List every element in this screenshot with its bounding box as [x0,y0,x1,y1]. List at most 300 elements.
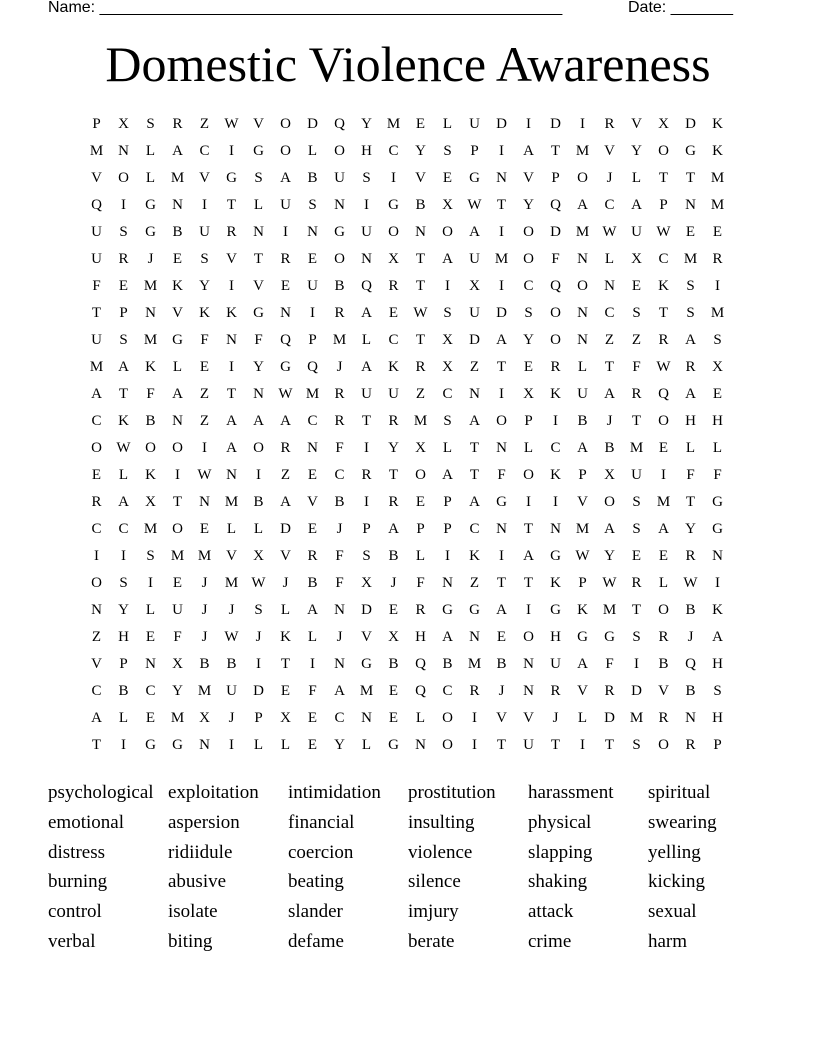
grid-letter[interactable]: W [602,224,617,240]
grid-letter[interactable]: R [361,467,372,483]
grid-letter[interactable]: O [280,143,291,159]
grid-letter[interactable]: G [388,197,399,213]
grid-letter[interactable]: N [712,548,723,564]
grid-letter[interactable]: P [119,656,128,672]
grid-letter[interactable]: H [118,629,129,645]
grid-letter[interactable]: I [526,602,531,618]
grid-letter[interactable]: N [469,629,480,645]
grid-letter[interactable]: Z [199,386,210,402]
grid-letter[interactable]: A [469,224,480,240]
grid-letter[interactable]: Z [199,116,210,132]
grid-letter[interactable]: N [226,332,237,348]
grid-letter[interactable]: Y [172,683,183,699]
grid-letter[interactable]: C [334,710,345,726]
grid-letter[interactable]: G [469,602,480,618]
grid-letter[interactable]: B [442,656,453,672]
grid-letter[interactable]: T [361,413,372,429]
grid-letter[interactable]: Q [550,278,561,294]
grid-letter[interactable]: X [118,116,129,132]
grid-letter[interactable]: L [442,116,453,132]
grid-letter[interactable]: W [224,629,239,645]
grid-letter[interactable]: S [119,575,128,591]
grid-letter[interactable]: E [280,278,291,294]
grid-letter[interactable]: I [256,467,261,483]
grid-letter[interactable]: A [280,170,291,186]
grid-letter[interactable]: N [496,440,507,456]
grid-letter[interactable]: N [361,710,372,726]
grid-letter[interactable]: E [442,170,453,186]
grid-letter[interactable]: W [683,575,698,591]
grid-letter[interactable]: G [253,305,264,321]
grid-letter[interactable]: S [632,494,641,510]
grid-letter[interactable]: A [91,710,102,726]
grid-letter[interactable]: U [469,251,480,267]
grid-letter[interactable]: L [361,737,372,753]
grid-letter[interactable]: S [686,278,695,294]
grid-letter[interactable]: O [442,737,453,753]
grid-letter[interactable]: X [442,197,453,213]
grid-letter[interactable]: F [632,359,641,375]
grid-letter[interactable]: T [658,305,669,321]
grid-letter[interactable]: M [575,143,590,159]
grid-letter[interactable]: M [683,251,698,267]
grid-letter[interactable]: S [443,413,452,429]
grid-letter[interactable]: N [415,737,426,753]
grid-letter[interactable]: T [604,737,615,753]
grid-letter[interactable]: S [254,602,263,618]
grid-letter[interactable]: N [145,305,156,321]
grid-letter[interactable]: V [577,494,588,510]
grid-letter[interactable]: K [145,467,156,483]
grid-letter[interactable]: M [710,197,725,213]
grid-letter[interactable]: L [307,629,318,645]
grid-letter[interactable]: T [523,575,534,591]
grid-letter[interactable]: S [632,629,641,645]
grid-letter[interactable]: X [658,116,669,132]
grid-letter[interactable]: S [254,170,263,186]
grid-letter[interactable]: K [118,413,129,429]
grid-letter[interactable]: X [199,710,210,726]
grid-letter[interactable]: D [496,305,507,321]
grid-letter[interactable]: G [388,737,399,753]
grid-letter[interactable]: R [685,737,696,753]
grid-letter[interactable]: N [577,332,588,348]
grid-letter[interactable]: Y [361,116,372,132]
grid-letter[interactable]: U [631,224,642,240]
grid-letter[interactable]: F [92,278,101,294]
grid-letter[interactable]: P [578,575,587,591]
grid-letter[interactable]: G [577,629,588,645]
grid-letter[interactable]: M [170,710,185,726]
grid-letter[interactable]: I [229,143,234,159]
grid-letter[interactable]: G [550,548,561,564]
grid-letter[interactable]: V [631,116,642,132]
grid-letter[interactable]: K [712,116,723,132]
grid-letter[interactable]: O [334,251,345,267]
grid-letter[interactable]: B [118,683,129,699]
grid-letter[interactable]: I [580,737,585,753]
grid-letter[interactable]: T [280,656,291,672]
grid-letter[interactable]: I [310,656,315,672]
grid-letter[interactable]: Z [631,332,642,348]
grid-letter[interactable]: A [442,251,453,267]
grid-letter[interactable]: R [118,251,129,267]
grid-letter[interactable]: G [361,656,372,672]
grid-letter[interactable]: B [253,494,264,510]
grid-letter[interactable]: H [415,629,426,645]
grid-letter[interactable]: I [472,737,477,753]
grid-letter[interactable]: N [172,197,183,213]
grid-letter[interactable]: L [577,359,588,375]
grid-letter[interactable]: J [201,575,208,591]
grid-letter[interactable]: E [145,710,156,726]
grid-letter[interactable]: J [201,629,208,645]
grid-letter[interactable]: G [685,143,696,159]
grid-letter[interactable]: N [496,521,507,537]
grid-letter[interactable]: M [710,305,725,321]
grid-letter[interactable]: T [496,197,507,213]
grid-letter[interactable]: R [550,359,561,375]
grid-letter[interactable]: D [469,332,480,348]
grid-letter[interactable]: U [199,224,210,240]
grid-letter[interactable]: D [685,116,696,132]
grid-letter[interactable]: X [253,548,264,564]
grid-letter[interactable]: U [469,116,480,132]
grid-letter[interactable]: S [146,548,155,564]
grid-letter[interactable]: X [388,251,399,267]
grid-letter[interactable]: B [685,683,696,699]
date-field-label[interactable]: Date: _______ [628,0,733,16]
grid-letter[interactable]: D [253,683,264,699]
grid-letter[interactable]: X [280,710,291,726]
grid-letter[interactable]: U [91,251,102,267]
grid-letter[interactable]: U [334,170,345,186]
grid-letter[interactable]: T [388,467,399,483]
grid-letter[interactable]: S [713,332,722,348]
grid-letter[interactable]: B [334,278,345,294]
grid-letter[interactable]: A [604,386,615,402]
grid-letter[interactable]: G [172,332,183,348]
grid-letter[interactable]: R [307,548,318,564]
grid-letter[interactable]: S [632,737,641,753]
grid-letter[interactable]: T [118,386,129,402]
grid-letter[interactable]: O [442,224,453,240]
grid-letter[interactable]: F [605,656,614,672]
grid-letter[interactable]: L [415,710,426,726]
grid-letter[interactable]: M [197,683,212,699]
grid-letter[interactable]: P [578,467,587,483]
grid-letter[interactable]: P [524,413,533,429]
grid-letter[interactable]: I [499,386,504,402]
grid-letter[interactable]: Y [631,143,642,159]
grid-letter[interactable]: E [199,359,210,375]
grid-letter[interactable]: Z [469,575,480,591]
grid-letter[interactable]: T [415,332,426,348]
grid-letter[interactable]: N [145,656,156,672]
grid-letter[interactable]: T [226,197,237,213]
grid-letter[interactable]: D [550,224,561,240]
grid-letter[interactable]: R [631,386,642,402]
grid-letter[interactable]: P [551,170,560,186]
grid-letter[interactable]: L [307,143,318,159]
grid-letter[interactable]: R [226,224,237,240]
grid-letter[interactable]: Y [118,602,129,618]
grid-letter[interactable]: D [496,116,507,132]
grid-letter[interactable]: W [575,548,590,564]
grid-letter[interactable]: T [604,359,615,375]
grid-letter[interactable]: C [442,386,453,402]
grid-letter[interactable]: I [202,440,207,456]
grid-letter[interactable]: S [119,224,128,240]
grid-letter[interactable]: M [575,521,590,537]
grid-letter[interactable]: C [550,440,561,456]
grid-letter[interactable]: R [604,116,615,132]
grid-letter[interactable]: I [364,440,369,456]
grid-letter[interactable]: W [413,305,428,321]
grid-letter[interactable]: N [199,737,210,753]
grid-letter[interactable]: I [553,413,558,429]
grid-letter[interactable]: E [307,710,318,726]
grid-letter[interactable]: V [199,170,210,186]
grid-letter[interactable]: U [388,386,399,402]
grid-letter[interactable]: A [172,143,183,159]
grid-letter[interactable]: S [200,251,209,267]
grid-letter[interactable]: A [577,197,588,213]
grid-letter[interactable]: A [361,359,372,375]
grid-letter[interactable]: O [523,224,534,240]
grid-letter[interactable]: M [224,575,239,591]
grid-letter[interactable]: J [390,575,397,591]
grid-letter[interactable]: K [658,278,669,294]
grid-letter[interactable]: X [604,467,615,483]
grid-letter[interactable]: X [145,494,156,510]
grid-letter[interactable]: L [685,440,696,456]
grid-letter[interactable]: A [91,386,102,402]
grid-letter[interactable]: L [280,602,291,618]
grid-letter[interactable]: I [364,494,369,510]
grid-letter[interactable]: F [686,467,695,483]
grid-letter[interactable]: L [145,170,156,186]
grid-letter[interactable]: E [91,467,102,483]
grid-letter[interactable]: D [550,116,561,132]
grid-letter[interactable]: C [145,683,156,699]
grid-letter[interactable]: T [685,170,696,186]
grid-letter[interactable]: N [415,224,426,240]
grid-letter[interactable]: E [388,602,399,618]
grid-letter[interactable]: E [496,629,507,645]
grid-letter[interactable]: B [199,656,210,672]
grid-letter[interactable]: A [172,386,183,402]
grid-letter[interactable]: O [172,521,183,537]
grid-letter[interactable]: I [499,224,504,240]
grid-letter[interactable]: O [415,467,426,483]
grid-letter[interactable]: L [523,440,534,456]
grid-letter[interactable]: N [469,386,480,402]
grid-letter[interactable]: O [523,467,534,483]
grid-letter[interactable]: V [91,170,102,186]
grid-letter[interactable]: R [685,548,696,564]
grid-letter[interactable]: H [712,710,723,726]
grid-letter[interactable]: V [280,548,291,564]
grid-letter[interactable]: S [362,170,371,186]
grid-letter[interactable]: B [145,413,156,429]
grid-letter[interactable]: I [148,575,153,591]
grid-letter[interactable]: I [229,737,234,753]
grid-letter[interactable]: B [604,440,615,456]
grid-letter[interactable]: O [658,143,669,159]
grid-letter[interactable]: K [469,548,480,564]
grid-letter[interactable]: A [496,602,507,618]
grid-letter[interactable]: I [580,116,585,132]
grid-letter[interactable]: U [307,278,318,294]
grid-letter[interactable]: G [145,224,156,240]
grid-letter[interactable]: F [335,575,344,591]
grid-letter[interactable]: Q [415,656,426,672]
grid-letter[interactable]: M [89,359,104,375]
grid-letter[interactable]: F [254,332,263,348]
grid-letter[interactable]: S [443,305,452,321]
grid-letter[interactable]: F [308,683,317,699]
grid-letter[interactable]: Z [604,332,615,348]
grid-letter[interactable]: R [658,629,669,645]
grid-letter[interactable]: A [685,332,696,348]
grid-letter[interactable]: S [686,305,695,321]
grid-letter[interactable]: O [550,305,561,321]
grid-letter[interactable]: U [550,656,561,672]
grid-letter[interactable]: U [523,737,534,753]
grid-letter[interactable]: P [443,494,452,510]
grid-letter[interactable]: L [226,521,237,537]
grid-letter[interactable]: F [416,575,425,591]
grid-letter[interactable]: L [253,197,264,213]
grid-letter[interactable]: T [226,386,237,402]
grid-letter[interactable]: G [145,737,156,753]
grid-letter[interactable]: J [336,629,343,645]
grid-letter[interactable]: R [280,440,291,456]
grid-letter[interactable]: Z [415,386,426,402]
grid-letter[interactable]: Y [523,197,534,213]
grid-letter[interactable]: E [415,116,426,132]
grid-letter[interactable]: D [361,602,372,618]
grid-letter[interactable]: L [604,251,615,267]
grid-letter[interactable]: J [228,602,235,618]
grid-letter[interactable]: K [712,602,723,618]
grid-letter[interactable]: I [715,575,720,591]
grid-letter[interactable]: J [228,710,235,726]
grid-letter[interactable]: M [143,332,158,348]
grid-letter[interactable]: U [631,467,642,483]
grid-letter[interactable]: E [631,278,642,294]
grid-letter[interactable]: U [226,683,237,699]
grid-letter[interactable]: C [604,305,615,321]
grid-letter[interactable]: T [523,521,534,537]
grid-letter[interactable]: N [577,305,588,321]
grid-letter[interactable]: E [172,251,183,267]
grid-letter[interactable]: I [121,197,126,213]
grid-letter[interactable]: A [469,413,480,429]
grid-letter[interactable]: I [499,548,504,564]
grid-letter[interactable]: R [388,494,399,510]
grid-letter[interactable]: H [550,629,561,645]
grid-letter[interactable]: H [685,413,696,429]
grid-letter[interactable]: R [658,710,669,726]
grid-letter[interactable]: N [604,278,615,294]
grid-letter[interactable]: A [226,440,237,456]
grid-letter[interactable]: E [307,467,318,483]
grid-letter[interactable]: P [92,116,101,132]
grid-letter[interactable]: S [362,548,371,564]
grid-letter[interactable]: U [577,386,588,402]
grid-letter[interactable]: A [442,467,453,483]
grid-letter[interactable]: P [713,737,722,753]
grid-letter[interactable]: B [496,656,507,672]
grid-letter[interactable]: K [550,575,561,591]
grid-letter[interactable]: E [712,224,723,240]
grid-letter[interactable]: L [172,359,183,375]
grid-letter[interactable]: I [445,548,450,564]
grid-letter[interactable]: L [253,521,264,537]
grid-letter[interactable]: L [631,170,642,186]
grid-letter[interactable]: D [280,521,291,537]
grid-letter[interactable]: R [334,386,345,402]
grid-letter[interactable]: P [416,521,425,537]
grid-letter[interactable]: G [550,602,561,618]
grid-letter[interactable]: O [91,575,102,591]
grid-letter[interactable]: A [631,197,642,213]
grid-letter[interactable]: I [256,656,261,672]
grid-letter[interactable]: N [523,683,534,699]
grid-letter[interactable]: U [91,332,102,348]
grid-letter[interactable]: N [199,494,210,510]
grid-letter[interactable]: V [415,170,426,186]
grid-letter[interactable]: L [712,440,723,456]
grid-letter[interactable]: R [631,575,642,591]
grid-letter[interactable]: U [280,197,291,213]
grid-letter[interactable]: O [604,494,615,510]
grid-letter[interactable]: V [523,710,534,726]
grid-letter[interactable]: X [469,278,480,294]
grid-letter[interactable]: R [334,413,345,429]
grid-letter[interactable]: E [199,521,210,537]
grid-letter[interactable]: M [629,440,644,456]
grid-letter[interactable]: R [712,251,723,267]
grid-letter[interactable]: R [469,683,480,699]
grid-letter[interactable]: A [685,386,696,402]
grid-letter[interactable]: M [89,143,104,159]
grid-letter[interactable]: E [145,629,156,645]
grid-letter[interactable]: N [334,197,345,213]
grid-letter[interactable]: K [550,467,561,483]
grid-letter[interactable]: A [442,629,453,645]
grid-letter[interactable]: M [413,413,428,429]
grid-letter[interactable]: M [494,251,509,267]
grid-letter[interactable]: O [523,251,534,267]
grid-letter[interactable]: M [467,656,482,672]
grid-letter[interactable]: T [496,359,507,375]
grid-letter[interactable]: K [712,143,723,159]
grid-letter[interactable]: T [550,143,561,159]
grid-letter[interactable]: Y [604,548,615,564]
grid-letter[interactable]: R [91,494,102,510]
grid-letter[interactable]: C [118,521,129,537]
grid-letter[interactable]: S [146,116,155,132]
grid-letter[interactable]: I [202,197,207,213]
grid-letter[interactable]: E [307,521,318,537]
grid-letter[interactable]: M [386,116,401,132]
name-field-label[interactable]: Name: ____________________________________________________ [48,0,563,16]
grid-letter[interactable]: I [229,278,234,294]
grid-letter[interactable]: I [364,197,369,213]
